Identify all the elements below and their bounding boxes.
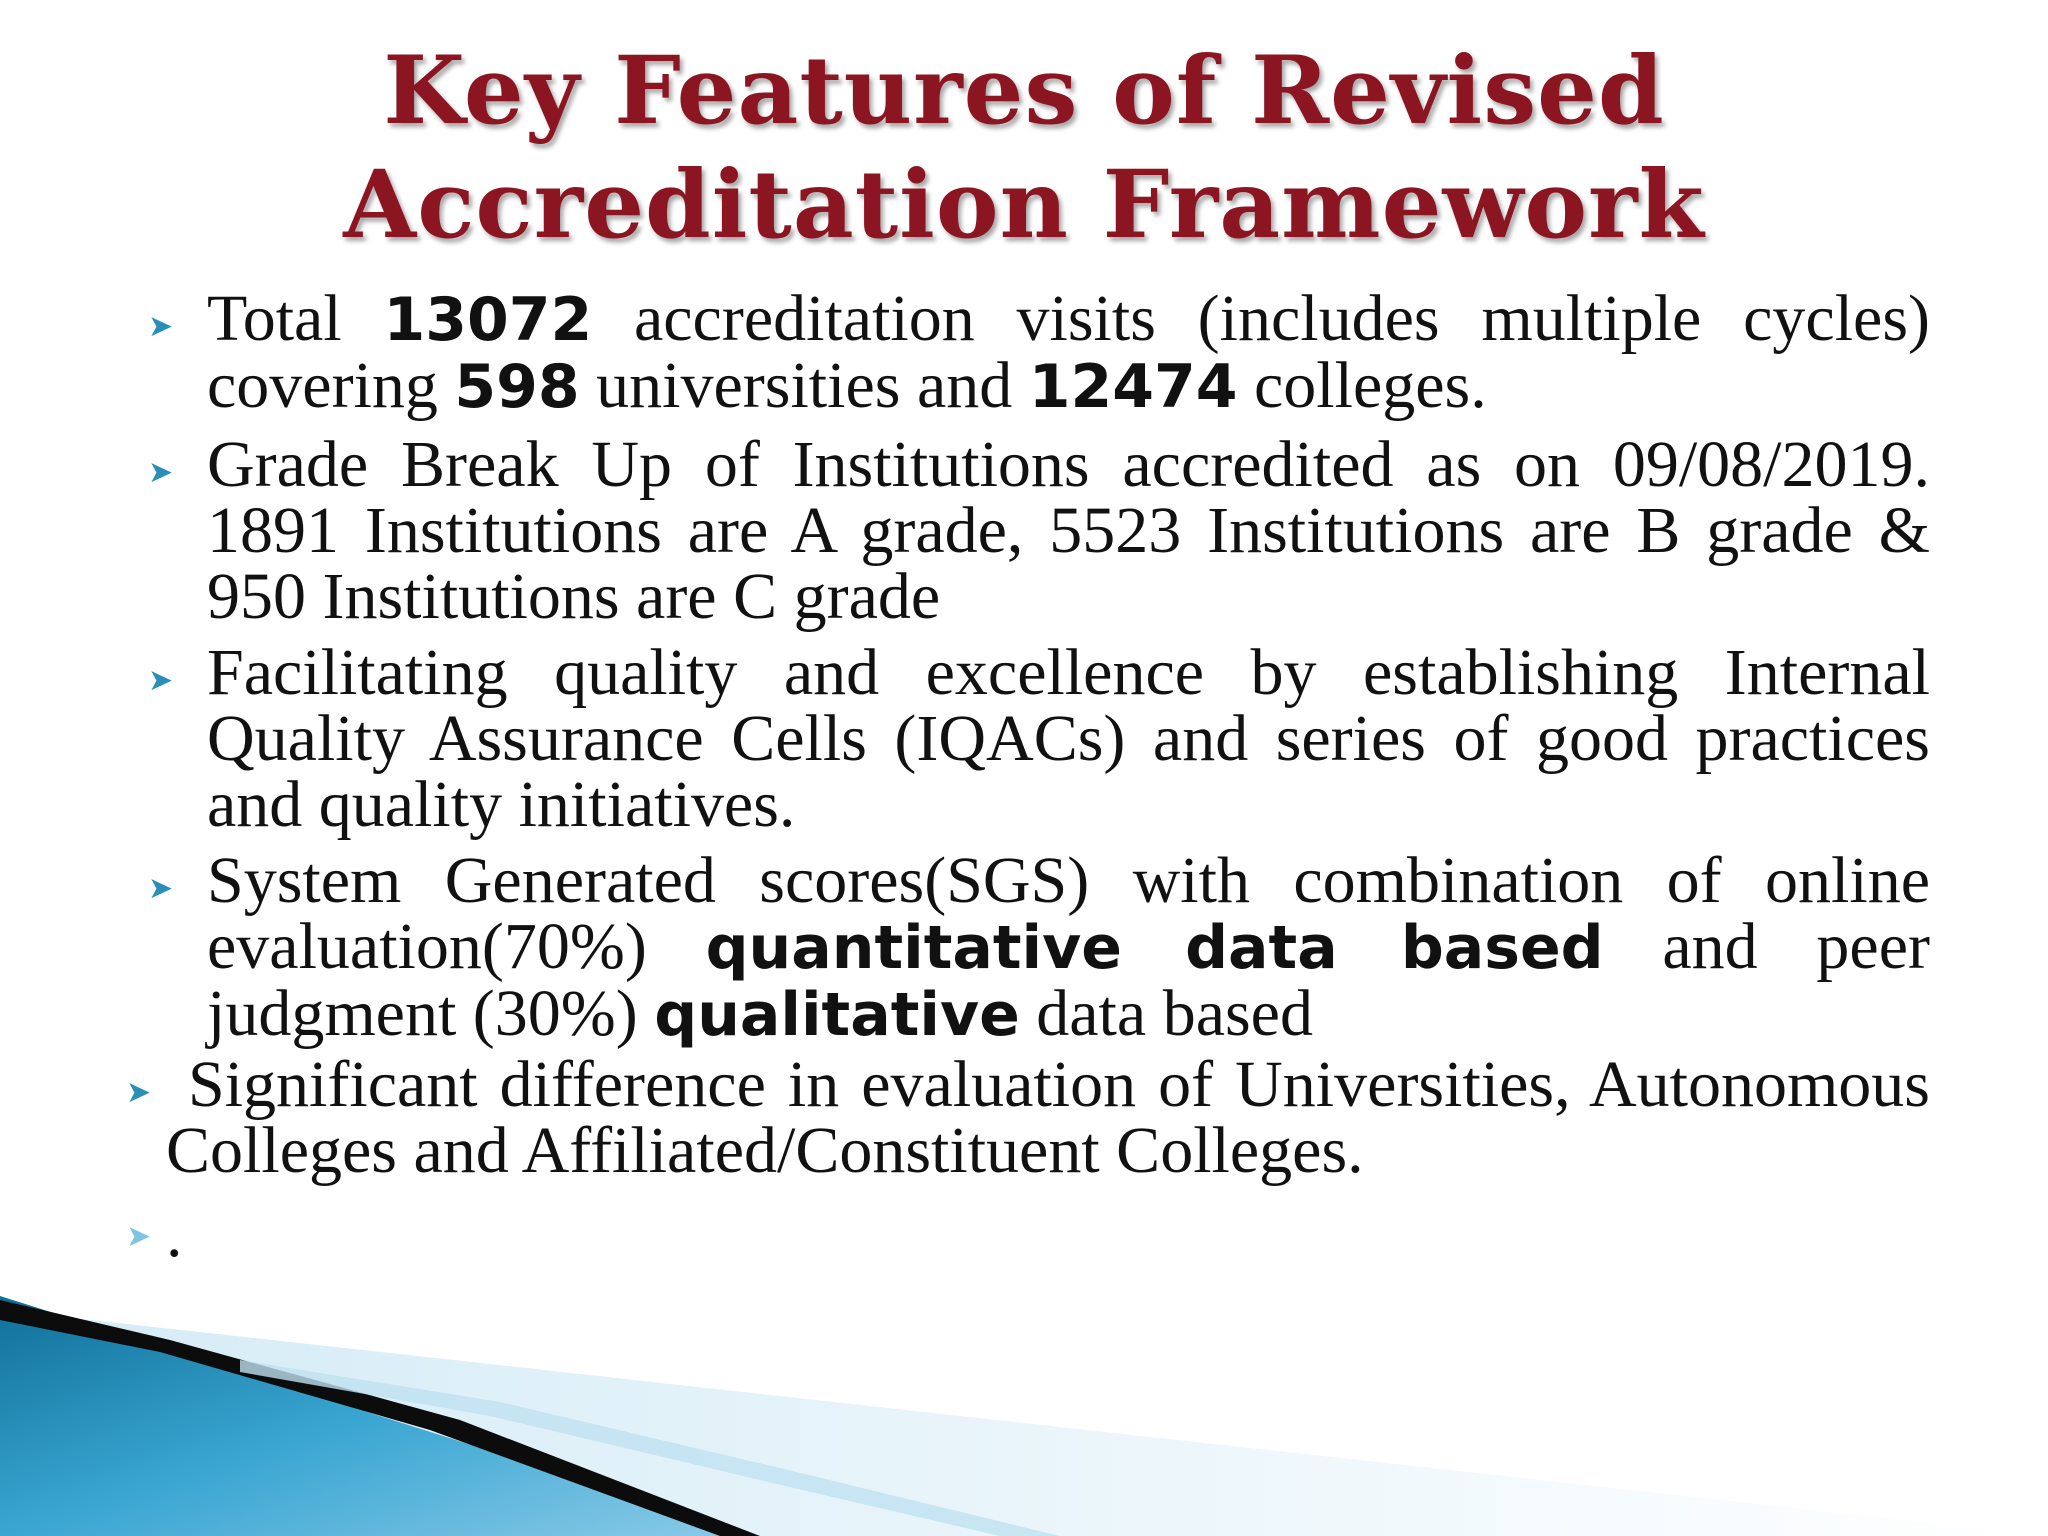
bullet-text: universities and — [579, 349, 1029, 422]
bullet-item-total-visits — [130, 282, 1930, 422]
title-line-2: Accreditation Framework — [343, 150, 1705, 260]
bullet-list — [126, 282, 1930, 1271]
bullet-text: and peer judgment (30%) — [207, 910, 1930, 1050]
bullet-text: Total — [207, 282, 384, 355]
bullet-bold-text: quantitative data based — [705, 913, 1604, 983]
bullet-text: . — [166, 1198, 183, 1271]
arrowhead-bullet-icon: ➤ — [148, 663, 174, 698]
bullet-item-sgs — [130, 844, 1930, 1050]
bullet-text: Significant difference in evaluation of Universities, Autonomous Colleges and Affiliated/Constituent Colleges. — [166, 1048, 1930, 1187]
bullet-text: accreditation visits (includes multiple cycles) covering — [207, 282, 1930, 422]
bullet-item-grade-breakup — [130, 428, 1930, 633]
bullet-bold-text: 12474 — [1028, 352, 1238, 422]
bullet-item-iqac — [130, 636, 1930, 841]
bullet-item-empty — [126, 1198, 1930, 1271]
title-line-1: Key Features of Revised — [383, 36, 1665, 146]
arrowhead-bullet-icon: ➤ — [126, 1219, 152, 1254]
bullet-bold-text: 13072 — [383, 285, 593, 355]
bullet-text: System Generated scores(SGS) with combination of online evaluation(70%) — [207, 844, 1930, 983]
arrowhead-bullet-icon: ➤ — [148, 455, 174, 490]
bullet-bold-text: qualitative — [654, 980, 1020, 1050]
bullet-item-significant-difference — [126, 1048, 1930, 1187]
bullet-text: Facilitating quality and excellence by establishing Internal Quality Assurance Cells (IQACs) and series of good practices and quality initiatives. — [207, 636, 1930, 841]
bullet-text: Grade Break Up of Institutions accredited as on 09/08/2019. 1891 Institutions are A grade, 5523 Institutions are B grade & 950 Institutions are C grade — [207, 428, 1930, 633]
bullet-text: colleges. — [1237, 349, 1487, 422]
slide-title — [0, 34, 2048, 262]
arrowhead-bullet-icon: ➤ — [126, 1075, 152, 1110]
arrowhead-bullet-icon: ➤ — [148, 871, 174, 906]
bullet-bold-text: 598 — [454, 352, 580, 422]
bullet-text: data based — [1019, 977, 1313, 1050]
arrowhead-bullet-icon: ➤ — [148, 309, 174, 344]
